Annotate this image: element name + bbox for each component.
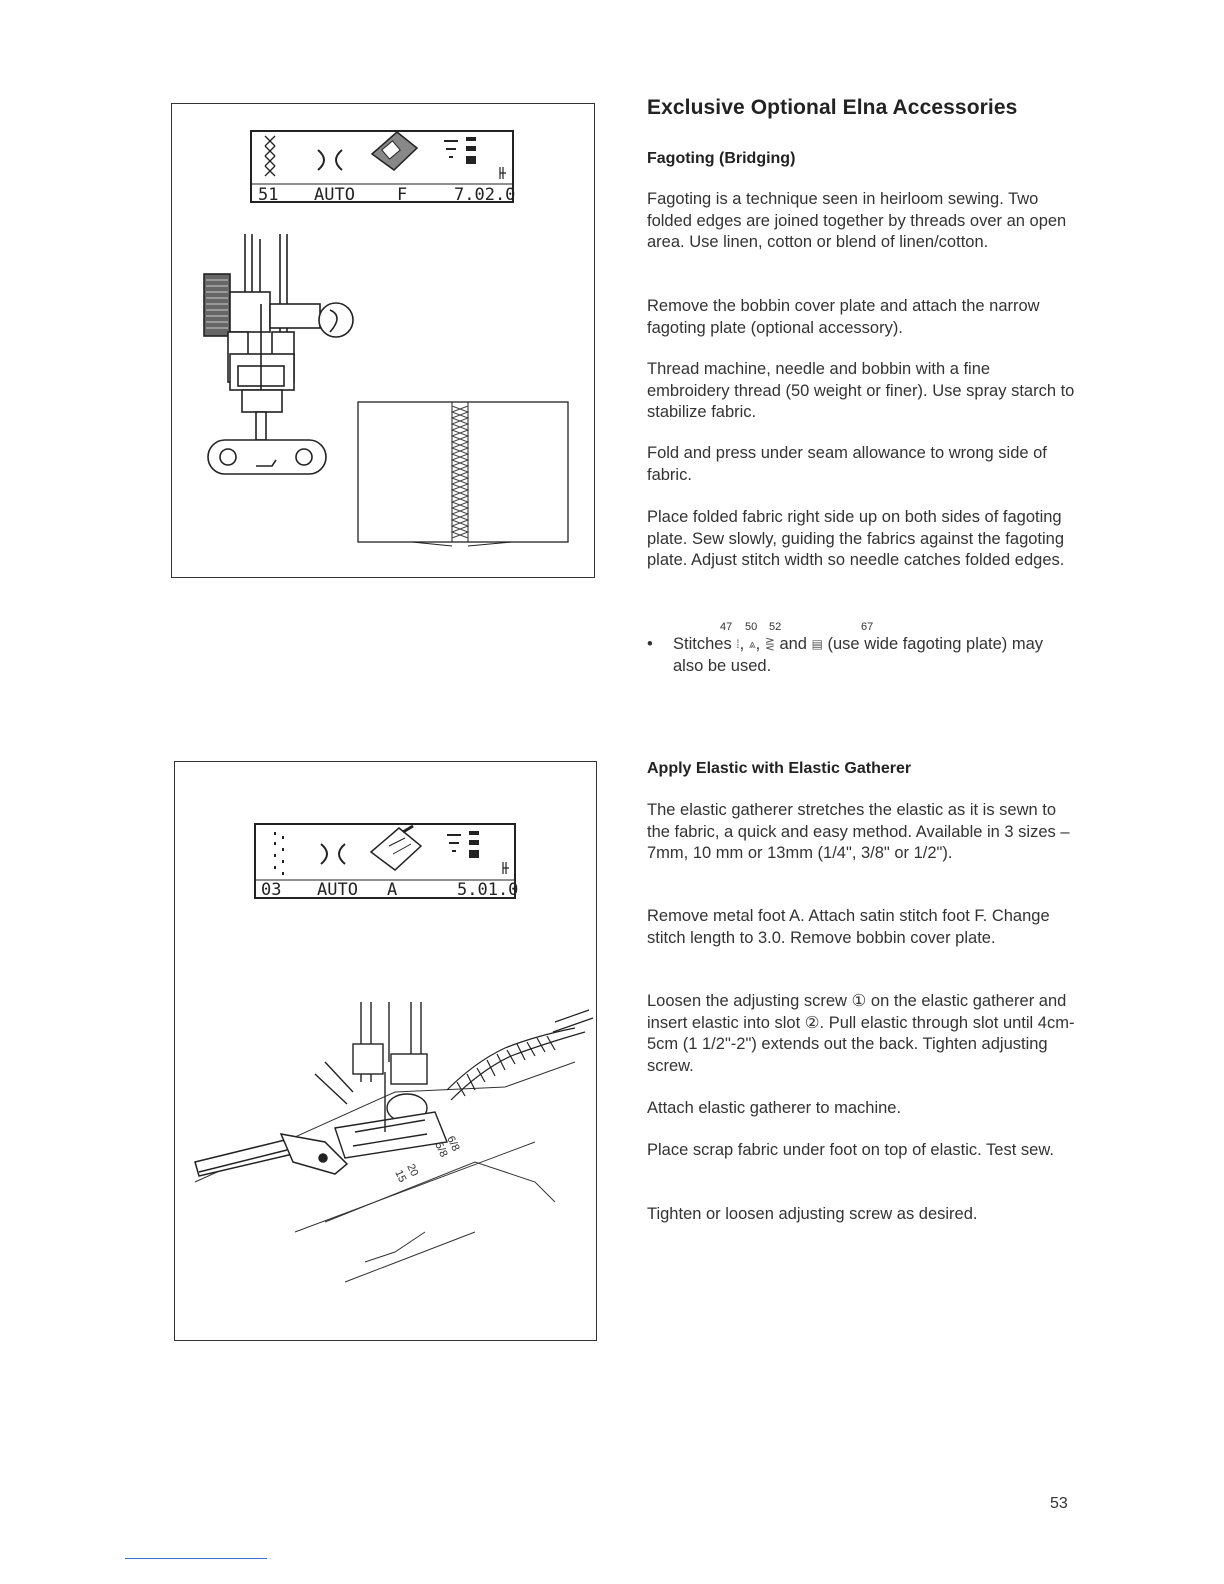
fagoting-paragraph-2: Remove the bobbin cover plate and attach the narrow fagoting plate (optional accessory). (647, 297, 1040, 337)
lcd-mode: AUTO (314, 185, 355, 205)
fagoting-paragraph-4: Fold and press under seam allowance to wrong side of fabric. (647, 444, 1047, 484)
plate-mark-label: 15 (392, 1168, 409, 1185)
fagoting-figure (171, 103, 595, 578)
footer-rule (125, 1558, 267, 1559)
fagoting-heading: Fagoting (Bridging) (647, 150, 796, 167)
presser-foot-drawing (315, 1002, 450, 1160)
separator: , (755, 635, 761, 653)
bullet-icon: • (647, 635, 653, 653)
elastic-paragraph-1: The elastic gatherer stretches the elastic as it is sewn to the fabric, a quick and easy method. Available in 3 sizes –7mm, 10 mm or 13mm (1/4", 3/8" or 1/2"). (647, 801, 1070, 862)
lcd-foot: A (387, 880, 398, 900)
stitch-number: 47 (720, 621, 733, 633)
lcd-foot: F (397, 185, 408, 205)
fagoting-paragraph-3: Thread machine, needle and bobbin with a fine embroidery thread (50 weight or finer). Use spray starch to stabilize fabric. (647, 360, 1075, 421)
lcd-display (251, 131, 515, 205)
stitch-number: 50 (745, 621, 758, 633)
elastic-gatherer-illustration (175, 762, 598, 1342)
fagoting-paragraph-1: Fagoting is a technique seen in heirloom sewing. Two folded edges are joined together by threads over an open area. Use linen, cotton or blend of linen/cotton. (647, 190, 1067, 251)
lcd-settings: 7.02.0 (454, 185, 516, 205)
elastic-paragraph-4: Attach elastic gatherer to machine. (647, 1099, 902, 1117)
stitch-number: 67 (861, 621, 874, 633)
stitch-50-icon: ⩓ (748, 637, 756, 651)
elastic-paragraph-6: Tighten or loosen adjusting screw as desired. (647, 1205, 978, 1223)
fabric-sample (358, 402, 568, 546)
separator: , (739, 635, 745, 653)
stitch-67-icon: ▤ (811, 637, 823, 651)
fagoting-paragraph-5: Place folded fabric right side up on both sides of fagoting plate. Sew slowly, guiding the fabrics against the fagoting plate. Adjust stitch width so needle catches folded edges. (647, 508, 1065, 569)
lcd-stitch-number: 03 (261, 880, 282, 900)
stitch-number: 52 (769, 621, 782, 633)
elastic-paragraph-2: Remove metal foot A. Attach satin stitch foot F. Change stitch length to 3.0. Remove bobbin cover plate. (647, 907, 1050, 947)
stitch-47-icon: ⁞ (736, 637, 740, 651)
gathered-elastic (447, 1010, 593, 1100)
elastic-gatherer-figure (174, 761, 597, 1341)
lcd-display (255, 824, 518, 900)
plate-mark-label: 6/8 (444, 1134, 462, 1154)
elastic-paragraph-3: Loosen the adjusting screw ① on the elastic gatherer and insert elastic into slot ②. Pull elastic through slot until 4cm-5cm (1 1/2"-2") extends out the back. Tighten adjusting screw. (647, 992, 1075, 1075)
elastic-heading: Apply Elastic with Elastic Gatherer (647, 760, 912, 777)
lcd-stitch-number: 51 (258, 185, 279, 205)
stitch-52-icon: ⋛ (764, 637, 775, 651)
bullet-text (673, 634, 1073, 677)
bullet-lead: Stitches (673, 635, 732, 653)
fagoting-illustration (172, 104, 596, 579)
plate-mark-label: 20 (404, 1162, 421, 1179)
elastic-gatherer-tool (195, 1134, 347, 1176)
elastic-paragraph-5: Place scrap fabric under foot on top of elastic. Test sew. (647, 1141, 1054, 1159)
plate-mark-label: 5/8 (432, 1140, 450, 1160)
lcd-mode: AUTO (317, 880, 358, 900)
presser-foot-drawing (204, 234, 353, 474)
bullet-and: and (779, 635, 807, 653)
bullet-rest: (use wide fagoting plate) may also be used. (673, 635, 1044, 675)
page-title: Exclusive Optional Elna Accessories (647, 96, 1018, 119)
lcd-settings: 5.01.0 (457, 880, 519, 900)
page-number: 53 (1050, 1495, 1068, 1512)
